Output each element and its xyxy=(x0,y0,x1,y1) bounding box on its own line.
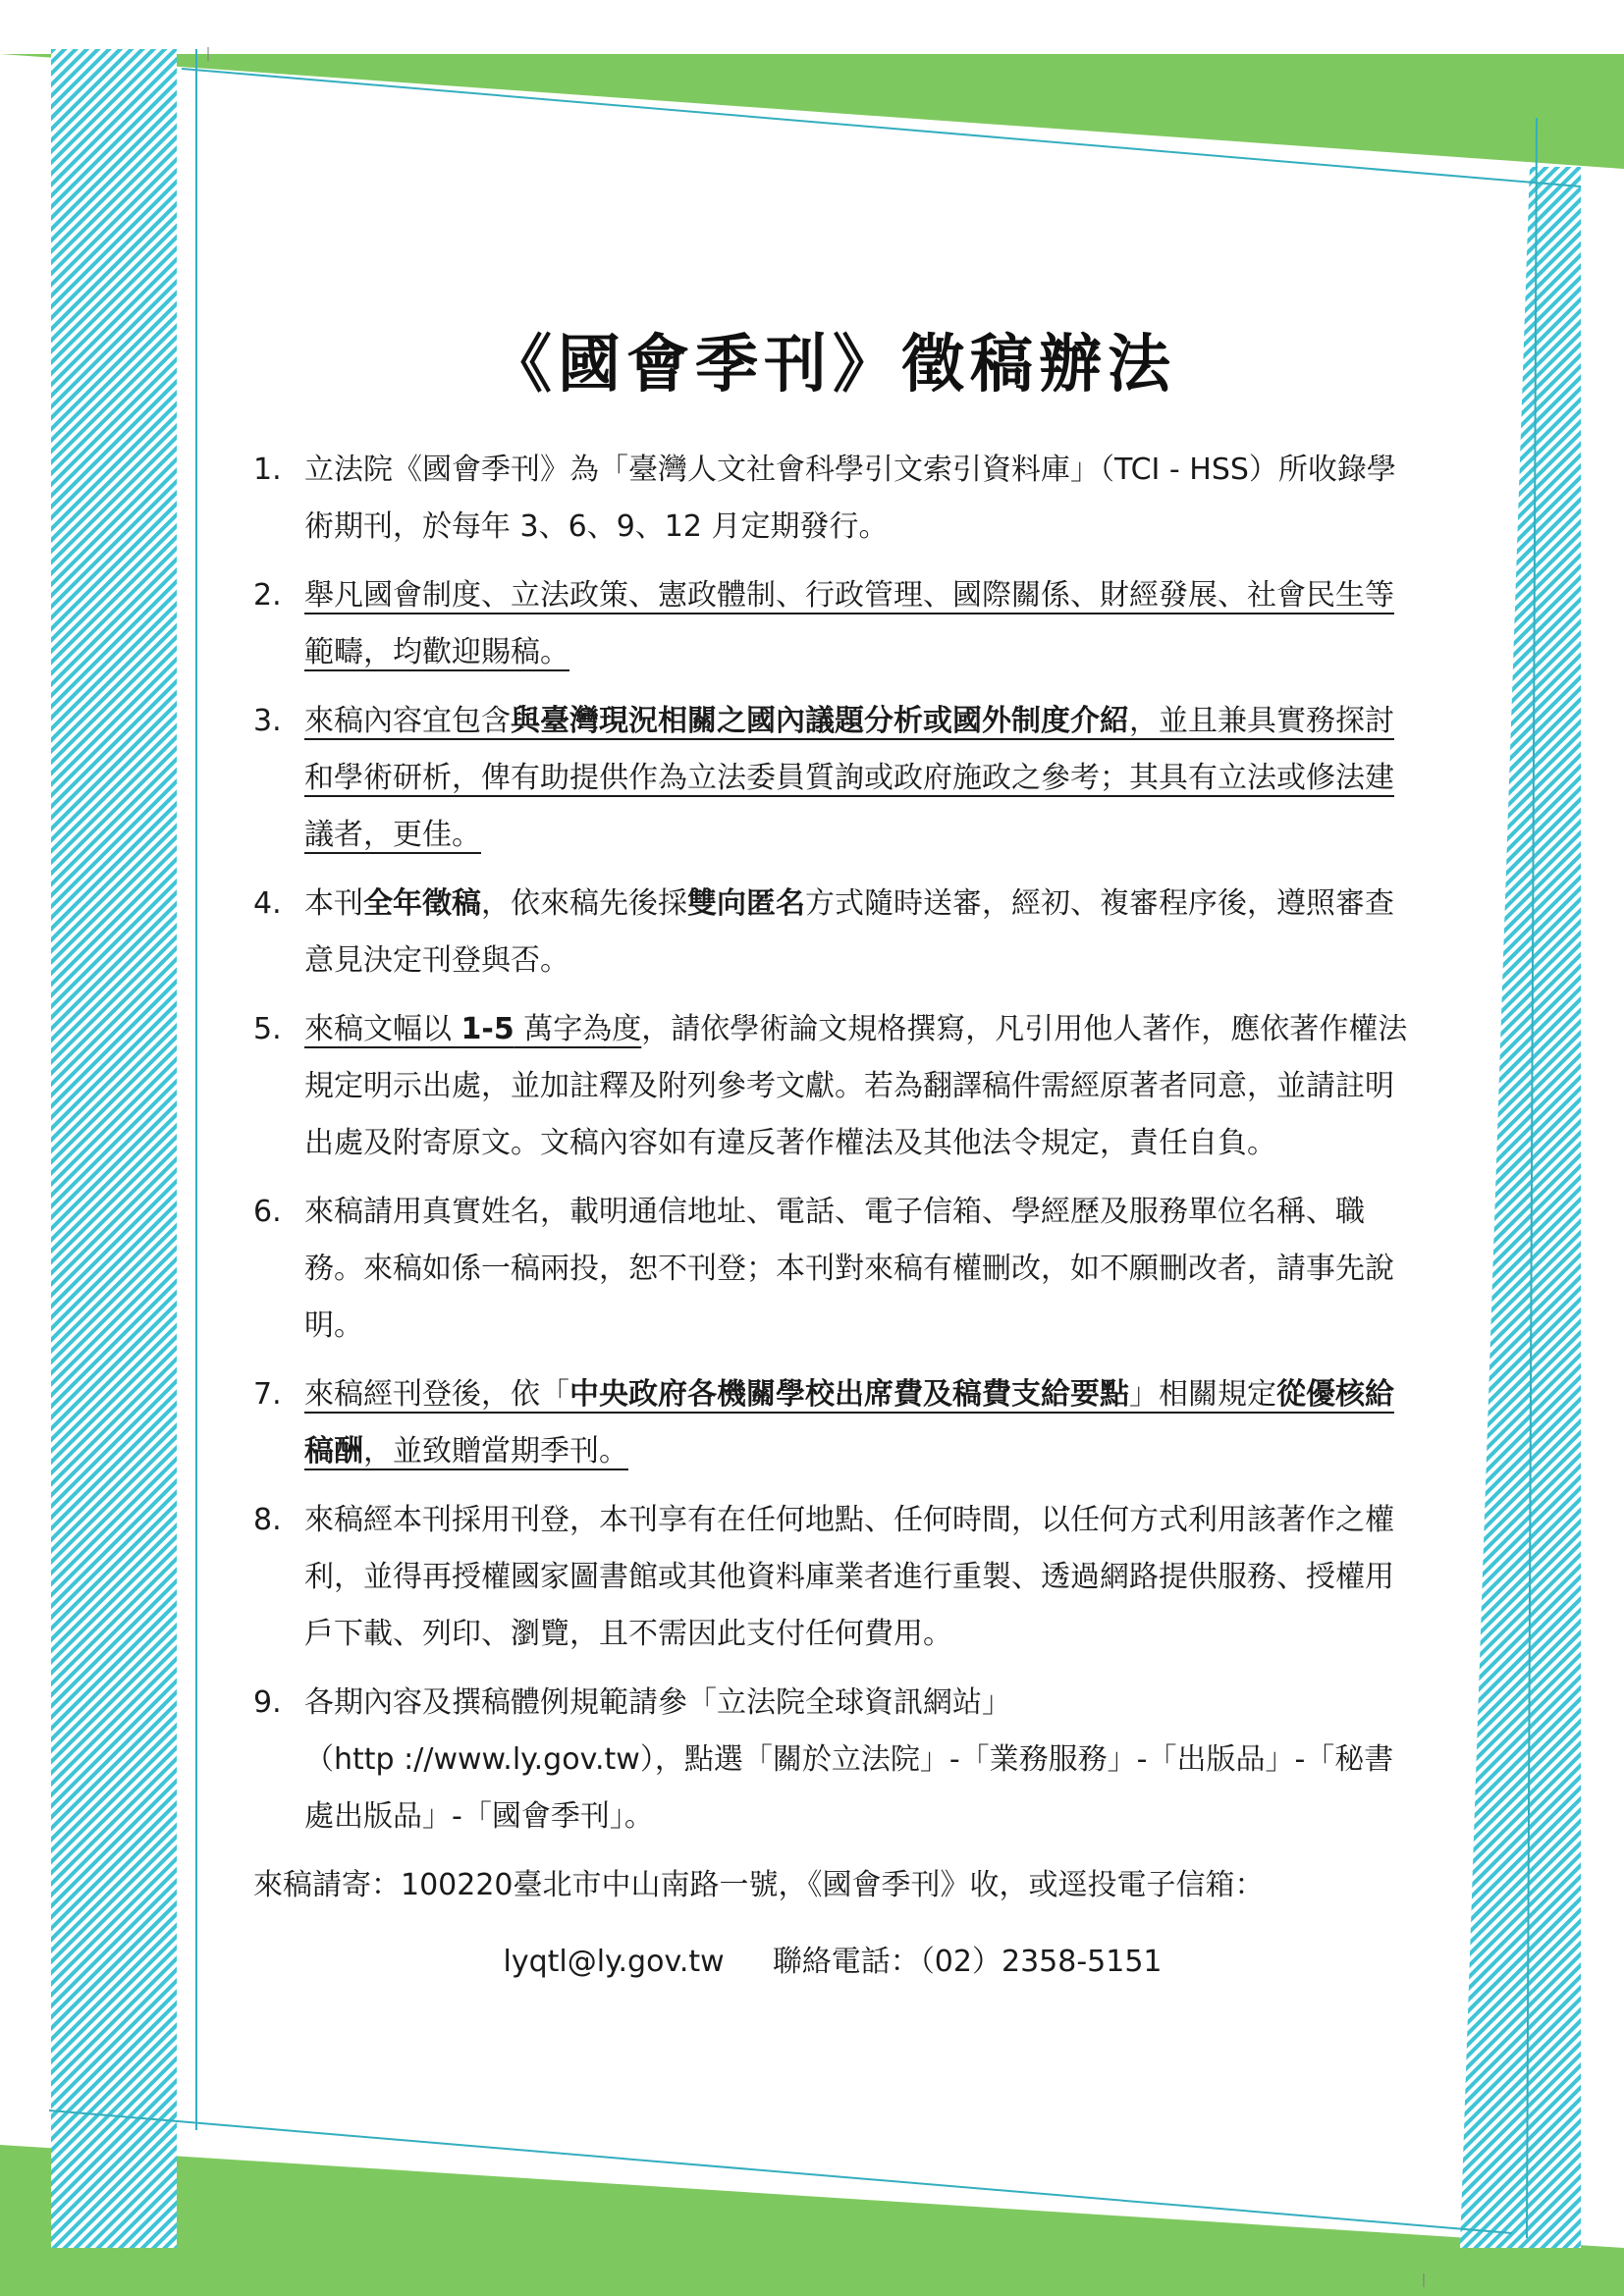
item-number: 3. xyxy=(253,704,282,738)
list-item xyxy=(253,567,1412,681)
list-item xyxy=(253,1492,1412,1663)
submission-address: 來稿請寄：100220臺北市中山南路一號，《國會季刊》收，或逕投電子信箱： xyxy=(253,1868,1265,1902)
list-item xyxy=(253,876,1412,989)
contact-email[interactable]: lyqtl@ly.gov.tw xyxy=(503,1945,725,1979)
right-hatched-strip xyxy=(1460,167,1581,2248)
page-title: 《國會季刊》徵稿辦法 xyxy=(489,329,1176,401)
item-number: 9. xyxy=(253,1685,282,1720)
list-item xyxy=(253,1366,1412,1480)
content-area xyxy=(253,275,1412,1991)
item-text: 來稿請用真實姓名，載明通信地址、電話、電子信箱、學經歷及服務單位名稱、職務。來稿如係一稿兩投，恕不刊登；本刊對來稿有權刪改，如不願刪改者，請事先說明。 xyxy=(304,1195,1394,1343)
phone-label: 聯絡電話： xyxy=(772,1945,920,1979)
contact-line xyxy=(253,1934,1412,1991)
list-item xyxy=(253,1675,1412,1845)
item-number: 7. xyxy=(253,1377,282,1412)
item-number: 1. xyxy=(253,453,282,487)
item-number: 6. xyxy=(253,1195,282,1229)
list-item xyxy=(253,1184,1412,1355)
item-text: 來稿文幅以 1-5 萬字為度，請依學術論文規格撰寫，凡引用他人著作，應依著作權法規定明示出處，並加註釋及附列參考文獻。若為翻譯稿件需經原著者同意，並請註明出處及附寄原文。文稿內容如有違反著作權法及其他法令規定，責任自負。 xyxy=(304,1012,1408,1160)
item-text: 來稿經本刊採用刊登，本刊享有在任何地點、任何時間，以任何方式利用該著作之權利，並得再授權國家圖書館或其他資料庫業者進行重製、透過網路提供服務、授權用戶下載、列印、瀏覽，且不需因此支付任何費用。 xyxy=(304,1503,1394,1651)
item-text: 本刊全年徵稿，依來稿先後採雙向匿名方式隨時送審，經初、複審程序後，遵照審查意見決定刊登與否。 xyxy=(304,886,1394,978)
top-green-band xyxy=(0,54,1624,169)
item-text: 來稿經刊登後，依「中央政府各機關學校出席費及稿費支給要點」相關規定從優核給稿酬，並致贈當期季刊。 xyxy=(304,1377,1394,1468)
item-text: 來稿內容宜包含與臺灣現況相關之國內議題分析或國外制度介紹，並且兼具實務探討和學術研析，俾有助提供作為立法委員質詢或政府施政之參考；其具有立法或修法建議者，更佳。 xyxy=(304,704,1394,852)
item-number: 8. xyxy=(253,1503,282,1537)
item-text: 各期內容及撰稿體例規範請參「立法院全球資訊網站」 （http ://www.ly.gov.tw），點選「關於立法院」-「業務服務」-「出版品」-「秘書處出版品」-「國會季刊」。 xyxy=(304,1685,1394,1834)
item-number: 5. xyxy=(253,1012,282,1046)
item-number: 2. xyxy=(253,578,282,613)
list-item xyxy=(253,693,1412,864)
list-item xyxy=(253,1001,1412,1172)
item-text: 舉凡國會制度、立法政策、憲政體制、行政管理、國際關係、財經發展、社會民生等範疇，均歡迎賜稿。 xyxy=(304,578,1394,669)
item-text: 立法院《國會季刊》為「臺灣人文社會科學引文索引資料庫」（TCI - HSS）所收錄學術期刊，於每年 3、6、9、12 月定期發行。 xyxy=(304,453,1396,544)
list-item xyxy=(253,442,1412,556)
left-hatched-strip xyxy=(51,49,177,2248)
item-number: 4. xyxy=(253,886,282,921)
bottom-green-band xyxy=(0,2145,1624,2296)
phone-number: （02）2358-5151 xyxy=(919,1945,1163,1979)
